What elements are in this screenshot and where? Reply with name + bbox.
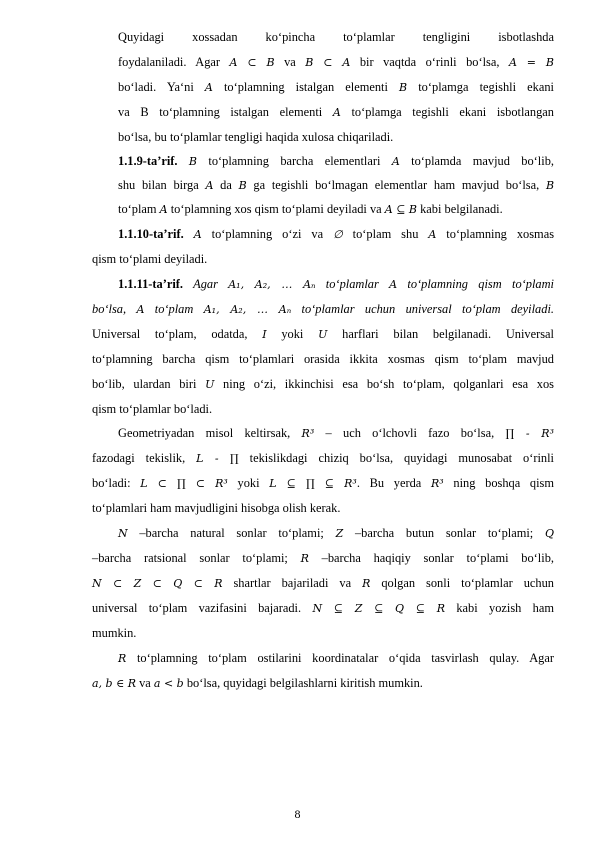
- text-line: [92, 625, 136, 641]
- text-segment: bo‘ladi. Ya‘ni: [118, 80, 205, 94]
- text-segment: qism to‘plami deyiladi.: [92, 252, 208, 266]
- text-line: [92, 500, 340, 516]
- text-segment: to‘plamning barcha elementlari: [197, 154, 392, 168]
- math-expression: R: [362, 577, 371, 590]
- text-line: [92, 550, 554, 567]
- math-expression: B ⊂ A: [305, 56, 351, 69]
- text-segment: yoki: [266, 327, 319, 341]
- text-segment: fazodagi tekislik,: [92, 451, 197, 465]
- text-segment: bo‘lsa, quyidagi belgilashlarni kiritish mumkin.: [183, 676, 423, 690]
- text-segment: shartlar bajariladi va: [222, 576, 363, 590]
- text-segment: to‘plamning xos qism to‘plami deyiladi va: [167, 202, 385, 216]
- math-expression: N ⊆ Z ⊆ Q ⊆ R: [312, 602, 446, 615]
- text-segment: kabi belgilanadi.: [417, 202, 503, 216]
- text-segment: bo‘ladi:: [92, 476, 141, 490]
- math-expression: A = B: [508, 56, 554, 69]
- text-line: [92, 251, 207, 267]
- math-expression: ∏ - R³: [505, 427, 554, 440]
- math-expression: Z: [335, 527, 344, 540]
- text-segment: bo‘lsa,: [92, 302, 137, 316]
- math-expression: R: [300, 552, 309, 565]
- text-line: [118, 177, 554, 194]
- text-line: [118, 525, 554, 542]
- text-segment: qolgan sonli to‘plamlar uchun: [370, 576, 554, 590]
- text-segment: ga tegishli bo‘lmagan elementlar ham mavjud bo‘lsa,: [246, 178, 546, 192]
- text-segment: [178, 154, 189, 168]
- text-line: [92, 475, 554, 492]
- math-expression: U: [205, 378, 215, 391]
- text-segment: to‘plam: [144, 302, 204, 316]
- text-segment: to‘plamga tegishli ekani isbotlangan: [340, 105, 554, 119]
- math-expression: A: [193, 228, 202, 241]
- text-segment: Quyidagi xossadan ko‘pincha to‘plamlar tengligini isbotlashda: [118, 30, 554, 44]
- math-expression: A ⊂ B: [229, 56, 275, 69]
- text-segment: yoki: [227, 476, 270, 490]
- text-segment: mumkin.: [92, 626, 137, 640]
- text-segment: bo‘lsa, bu to‘plamlar tengligi haqida xulosa chiqariladi.: [118, 130, 394, 144]
- text-segment: foydalaniladi. Agar: [118, 55, 230, 69]
- text-segment: [184, 227, 194, 241]
- text-segment: va B to‘plamning istalgan elementi: [118, 105, 333, 119]
- text-segment: to‘plamning o‘zi va: [201, 227, 334, 241]
- text-segment: qism to‘plamlar bo‘ladi.: [92, 402, 213, 416]
- text-segment: bir vaqtda o‘rinli bo‘lsa,: [350, 55, 509, 69]
- math-expression: A: [391, 155, 400, 168]
- text-segment: . Bu yerda: [356, 476, 431, 490]
- text-line: [118, 201, 503, 218]
- definition-label: 1.1.11-ta’rif.: [118, 277, 184, 291]
- math-expression: B: [238, 179, 247, 192]
- text-line: [118, 104, 554, 121]
- text-segment: – uch o‘lchovli fazo bo‘lsa,: [314, 426, 506, 440]
- text-line: [118, 153, 554, 170]
- text-segment: –barcha haqiqiy sonlar to‘plami bo‘lib,: [308, 551, 554, 565]
- text-segment: to‘plamda mavjud bo‘lib,: [399, 154, 554, 168]
- text-segment: to‘plamning barcha qism to‘plamlari orasida ikkita xosmas qism to‘plam mavjud: [92, 352, 554, 366]
- definition-label: 1.1.9-ta’rif.: [118, 154, 178, 168]
- text-segment: va: [274, 55, 306, 69]
- math-expression: R³: [301, 427, 315, 440]
- text-segment: bo‘lib, ulardan biri: [92, 377, 206, 391]
- math-expression: a, b ∈ R: [92, 677, 137, 690]
- math-expression: A: [332, 106, 341, 119]
- math-expression: A: [204, 81, 213, 94]
- text-line: [92, 675, 423, 692]
- text-line: [118, 276, 554, 293]
- math-expression: A ⊆ B: [384, 203, 417, 216]
- text-segment: Geometriyadan misol keltirsak,: [118, 426, 302, 440]
- text-segment: to‘plamning istalgan elementi: [212, 80, 400, 94]
- text-segment: Agar: [183, 277, 229, 291]
- text-line: [118, 129, 393, 145]
- text-segment: to‘plamlar uchun universal to‘plam deyiladi.: [291, 302, 554, 316]
- text-line: [92, 401, 212, 417]
- text-segment: –barcha butun sonlar to‘plami;: [343, 526, 545, 540]
- text-segment: to‘plamning xosmas: [436, 227, 555, 241]
- text-line: [92, 376, 554, 393]
- math-expression: B: [545, 179, 555, 192]
- text-segment: ning o‘zi, ikkinchisi esa bo‘sh to‘plam, qolganlari esa xos: [214, 377, 554, 391]
- text-line: [92, 575, 554, 592]
- text-segment: to‘plamga tegishli ekani: [407, 80, 554, 94]
- text-segment: to‘plamlari ham mavjudligini hisobga olish kerak.: [92, 501, 341, 515]
- math-expression: I: [262, 328, 267, 341]
- text-line: [118, 425, 554, 442]
- text-line: [118, 54, 554, 71]
- math-expression: U: [318, 328, 328, 341]
- text-segment: kabi yozish ham: [445, 601, 555, 615]
- text-segment: universal to‘plam vazifasini bajaradi.: [92, 601, 313, 615]
- text-line: [118, 79, 554, 96]
- text-segment: Universal to‘plam, odatda,: [92, 327, 263, 341]
- math-expression: A: [205, 179, 214, 192]
- math-expression: L ⊂ ∏ ⊂ R³: [140, 477, 228, 490]
- text-line: [118, 226, 554, 243]
- text-line: [92, 326, 554, 343]
- text-segment: to‘plam: [118, 202, 160, 216]
- math-expression: Q: [544, 527, 554, 540]
- math-expression: L ⊆ ∏ ⊆ R³: [269, 477, 357, 490]
- math-expression: A: [428, 228, 437, 241]
- math-expression: A: [136, 303, 145, 316]
- math-expression: R³: [431, 477, 444, 490]
- text-line: [92, 301, 554, 318]
- math-expression: A: [389, 278, 398, 291]
- text-segment: da: [213, 178, 239, 192]
- math-expression: L - ∏: [196, 452, 239, 465]
- text-line: [118, 650, 554, 667]
- math-expression: B: [399, 81, 408, 94]
- text-segment: to‘plamning to‘plam ostilarini koordinatalar o‘qida tasvirlash qulay. Agar: [126, 651, 554, 665]
- text-segment: tekislikdagi chiziq bo‘lsa, quyidagi munosabat o‘rinli: [238, 451, 554, 465]
- math-expression: A₁, A₂, … Aₙ: [203, 303, 292, 316]
- math-expression: N: [118, 527, 128, 540]
- math-expression: N ⊂ Z ⊂ Q ⊂ R: [92, 577, 223, 590]
- text-segment: to‘plam shu: [342, 227, 429, 241]
- text-line: [92, 351, 554, 367]
- text-segment: –barcha ratsional sonlar to‘plami;: [92, 551, 301, 565]
- text-line: [92, 450, 554, 467]
- text-segment: to‘plamlar: [315, 277, 390, 291]
- math-expression: a < b: [153, 677, 184, 690]
- page-number: 8: [294, 807, 301, 821]
- text-line: [92, 600, 554, 617]
- text-segment: va: [136, 676, 154, 690]
- text-segment: harflari bilan belgilanadi. Universal: [327, 327, 554, 341]
- math-expression: ∅: [333, 228, 343, 241]
- text-segment: ning boshqa qism: [443, 476, 555, 490]
- math-expression: A₁, A₂, … Aₙ: [228, 278, 316, 291]
- definition-label: 1.1.10-ta’rif.: [118, 227, 184, 241]
- text-segment: shu bilan birga: [118, 178, 206, 192]
- text-line: [118, 29, 554, 45]
- math-expression: R: [118, 652, 127, 665]
- text-segment: –barcha natural sonlar to‘plami;: [127, 526, 336, 540]
- text-segment: to‘plamning qism to‘plami: [397, 277, 554, 291]
- math-expression: B: [188, 155, 197, 168]
- math-expression: A: [159, 203, 168, 216]
